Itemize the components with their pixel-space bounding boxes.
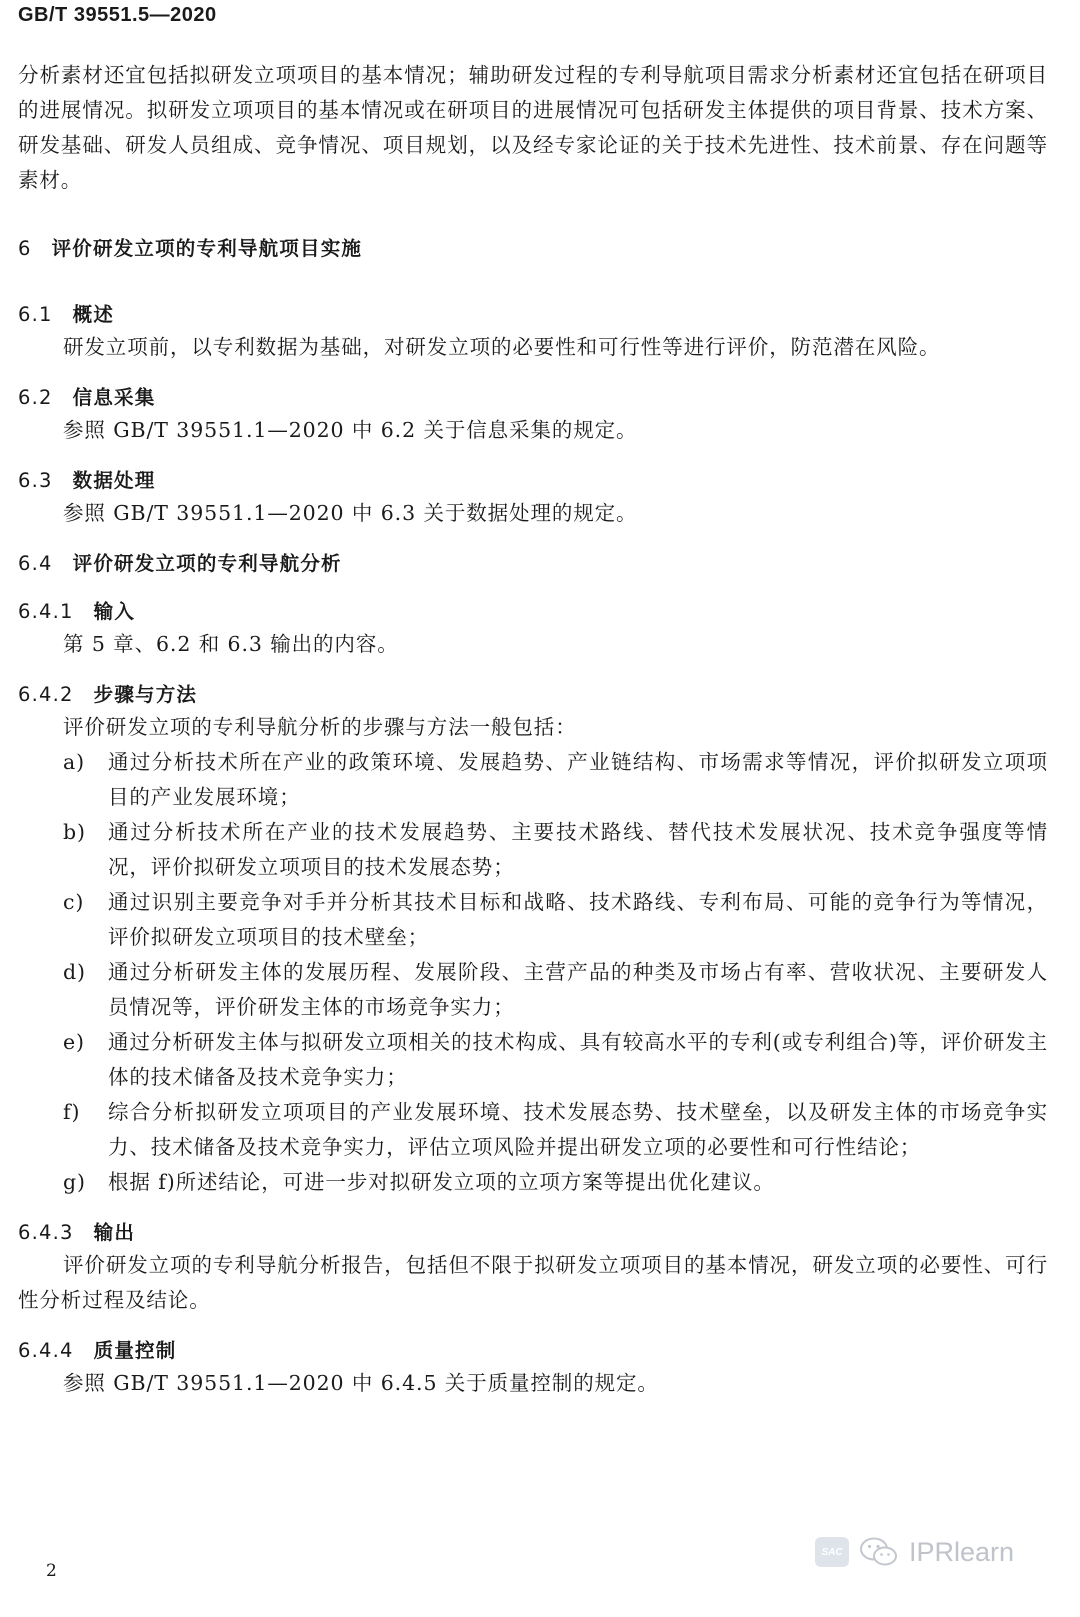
list-item xyxy=(18,1025,1048,1095)
document-body xyxy=(18,58,1048,1401)
section-number: 6.4.1 xyxy=(18,600,74,623)
section-6-4-4-heading xyxy=(18,1336,1048,1366)
list-item-text: 通过分析技术所在产业的技术发展趋势、主要技术路线、替代技术发展状况、技术竞争强度等情况，评价拟研发立项项目的技术发展态势； xyxy=(108,820,1048,879)
section-number: 6.2 xyxy=(18,386,53,409)
section-title: 输入 xyxy=(93,600,136,623)
section-number: 6.4 xyxy=(18,552,53,575)
watermark xyxy=(815,1527,1014,1577)
list-item xyxy=(18,885,1048,955)
section-title: 信息采集 xyxy=(72,386,156,409)
section-6-4-4-text: 参照 GB/T 39551.1—2020 中 6.4.5 关于质量控制的规定。 xyxy=(63,1371,659,1395)
section-6-2-heading xyxy=(18,383,1048,413)
section-6-4-2-lead: 评价研发立项的专利导航分析的步骤与方法一般包括： xyxy=(63,715,577,739)
list-item xyxy=(18,1095,1048,1165)
section-title: 输出 xyxy=(93,1221,136,1244)
list-item-marker: g) xyxy=(63,1170,86,1194)
standard-number: GB/T 39551.5—2020 xyxy=(18,4,217,26)
list-item xyxy=(18,815,1048,885)
section-title: 质量控制 xyxy=(93,1339,177,1362)
section-title: 数据处理 xyxy=(72,469,156,492)
section-6-2-text: 参照 GB/T 39551.1—2020 中 6.2 关于信息采集的规定。 xyxy=(63,418,638,442)
watermark-text: IPRlearn xyxy=(909,1536,1015,1567)
section-6-1-text: 研发立项前，以专利数据为基础，对研发立项的必要性和可行性等进行评价，防范潜在风险。 xyxy=(63,335,941,359)
list-item-text: 根据 f)所述结论，可进一步对拟研发立项的立项方案等提出优化建议。 xyxy=(108,1170,775,1194)
list-item-text: 通过识别主要竞争对手并分析其技术目标和战略、技术路线、专利布局、可能的竞争行为等情况，评价拟研发立项项目的技术壁垒； xyxy=(108,890,1048,949)
section-6-4-3-text: 评价研发立项的专利导航分析报告，包括但不限于拟研发立项项目的基本情况，研发立项的必要性、可行性分析过程及结论。 xyxy=(18,1253,1048,1312)
list-item xyxy=(18,1165,1048,1200)
list-item-text: 综合分析拟研发立项项目的产业发展环境、技术发展态势、技术壁垒，以及研发主体的市场竞争实力、技术储备及技术竞争实力，评估立项风险并提出研发立项的必要性和可行性结论； xyxy=(108,1100,1048,1159)
section-6-4-1-heading xyxy=(18,597,1048,627)
list-item-text: 通过分析技术所在产业的政策环境、发展趋势、产业链结构、市场需求等情况，评价拟研发立项项目的产业发展环境； xyxy=(108,750,1048,809)
section-title: 步骤与方法 xyxy=(93,683,198,706)
list-item xyxy=(18,955,1048,1025)
section-number: 6.3 xyxy=(18,469,53,492)
step-list xyxy=(18,745,1048,1200)
list-item-marker: a) xyxy=(63,750,86,774)
section-number: 6 xyxy=(18,237,32,260)
section-6-4-2-heading xyxy=(18,680,1048,710)
section-6-3-heading xyxy=(18,466,1048,496)
list-item-marker: c) xyxy=(63,890,85,914)
section-6-4-3-heading xyxy=(18,1218,1048,1248)
section-title: 概述 xyxy=(72,303,115,326)
list-item-marker: b) xyxy=(63,820,86,844)
section-number: 6.1 xyxy=(18,303,53,326)
section-title: 评价研发立项的专利导航分析 xyxy=(72,552,342,575)
section-6-heading xyxy=(18,234,1048,264)
list-item xyxy=(18,745,1048,815)
list-item-text: 通过分析研发主体的发展历程、发展阶段、主营产品的种类及市场占有率、营收状况、主要研发人员情况等，评价研发主体的市场竞争实力； xyxy=(108,960,1048,1019)
section-number: 6.4.2 xyxy=(18,683,74,706)
wechat-icon xyxy=(859,1536,899,1568)
intro-paragraph: 分析素材还宜包括拟研发立项项目的基本情况；辅助研发过程的专利导航项目需求分析素材还宜包括在研项目的进展情况。拟研发立项项目的基本情况或在研项目的进展情况可包括研发主体提供的项目背景、技术方案、研发基础、研发人员组成、竞争情况、项目规划，以及经专家论证的关于技术先进性、技术前景、存在问题等素材。 xyxy=(18,63,1048,192)
section-6-4-heading xyxy=(18,549,1048,579)
section-number: 6.4.4 xyxy=(18,1339,74,1362)
section-6-3-text: 参照 GB/T 39551.1—2020 中 6.3 关于数据处理的规定。 xyxy=(63,501,638,525)
list-item-marker: e) xyxy=(63,1030,85,1054)
page-number: 2 xyxy=(46,1561,57,1581)
list-item-marker: f) xyxy=(63,1100,81,1124)
section-title: 评价研发立项的专利导航项目实施 xyxy=(51,237,363,260)
list-item-marker: d) xyxy=(63,960,86,984)
section-number: 6.4.3 xyxy=(18,1221,74,1244)
list-item-text: 通过分析研发主体与拟研发立项相关的技术构成、具有较高水平的专利(或专利组合)等，评价研发主体的技术储备及技术竞争实力； xyxy=(108,1030,1048,1089)
section-6-4-1-text: 第 5 章、6.2 和 6.3 输出的内容。 xyxy=(63,632,399,656)
sac-logo: SAC xyxy=(815,1537,849,1567)
section-6-1-heading xyxy=(18,300,1048,330)
